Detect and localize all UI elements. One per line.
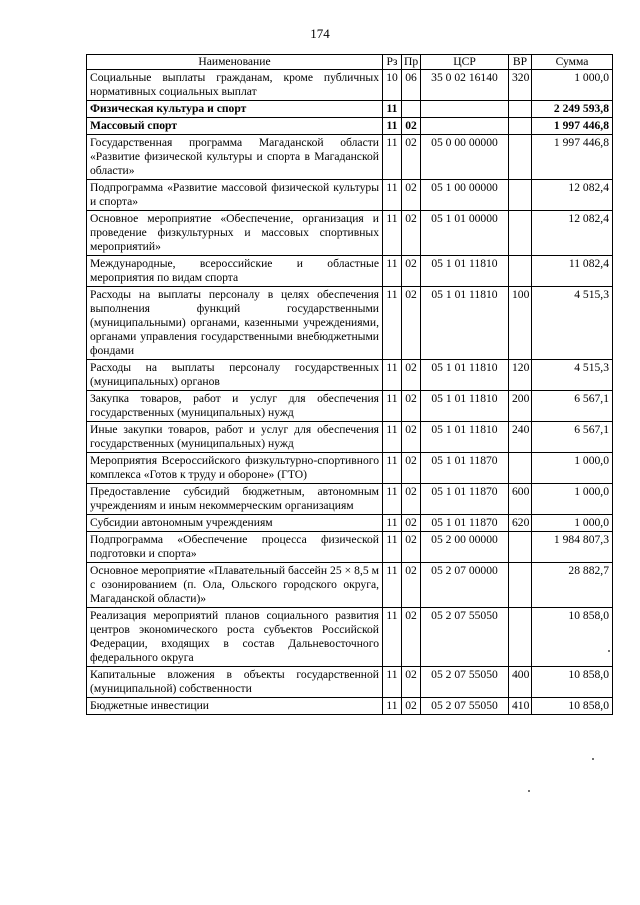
table-row bbox=[87, 70, 613, 101]
row-name: Расходы на выплаты персоналу в целях обеспечения выполнения функций государственными (муниципальными) органами, казенными учреждениями, органами управления государственными внебюджетными фондами bbox=[87, 287, 383, 360]
header-rz: Рз bbox=[383, 55, 402, 70]
scan-speck bbox=[528, 790, 530, 792]
scan-speck bbox=[608, 650, 610, 652]
header-sum: Сумма bbox=[532, 55, 613, 70]
row-vr bbox=[509, 608, 532, 667]
row-vr bbox=[509, 256, 532, 287]
row-name: Капитальные вложения в объекты государственной (муниципальной) собственности bbox=[87, 667, 383, 698]
row-csr: 05 1 01 11870 bbox=[421, 453, 509, 484]
row-sum: 1 997 446,8 bbox=[532, 118, 613, 135]
row-name: Подпрограмма «Развитие массовой физической культуры и спорта» bbox=[87, 180, 383, 211]
row-pr: 02 bbox=[402, 135, 421, 180]
row-rz: 11 bbox=[383, 422, 402, 453]
row-vr bbox=[509, 180, 532, 211]
row-name: Предоставление субсидий бюджетным, автономным учреждениям и иным некоммерческим организациям bbox=[87, 484, 383, 515]
row-vr bbox=[509, 118, 532, 135]
row-pr: 02 bbox=[402, 391, 421, 422]
row-pr: 02 bbox=[402, 360, 421, 391]
row-name: Социальные выплаты гражданам, кроме публичных нормативных социальных выплат bbox=[87, 70, 383, 101]
header-pr: Пр bbox=[402, 55, 421, 70]
row-vr: 320 bbox=[509, 70, 532, 101]
row-pr: 02 bbox=[402, 180, 421, 211]
row-sum: 4 515,3 bbox=[532, 287, 613, 360]
table-row bbox=[87, 698, 613, 715]
row-sum: 28 882,7 bbox=[532, 563, 613, 608]
header-name: Наименование bbox=[87, 55, 383, 70]
row-name: Бюджетные инвестиции bbox=[87, 698, 383, 715]
row-sum: 11 082,4 bbox=[532, 256, 613, 287]
row-vr bbox=[509, 211, 532, 256]
row-sum: 4 515,3 bbox=[532, 360, 613, 391]
row-sum: 1 997 446,8 bbox=[532, 135, 613, 180]
table-row bbox=[87, 118, 613, 135]
row-sum: 1 984 807,3 bbox=[532, 532, 613, 563]
row-sum: 12 082,4 bbox=[532, 211, 613, 256]
row-vr: 100 bbox=[509, 287, 532, 360]
row-pr: 02 bbox=[402, 422, 421, 453]
row-csr: 05 1 01 11810 bbox=[421, 256, 509, 287]
row-pr: 02 bbox=[402, 563, 421, 608]
row-csr: 05 2 07 55050 bbox=[421, 608, 509, 667]
table-row bbox=[87, 453, 613, 484]
row-pr: 02 bbox=[402, 515, 421, 532]
row-rz: 10 bbox=[383, 70, 402, 101]
row-pr: 02 bbox=[402, 287, 421, 360]
row-sum: 6 567,1 bbox=[532, 391, 613, 422]
row-vr: 620 bbox=[509, 515, 532, 532]
row-rz: 11 bbox=[383, 287, 402, 360]
row-csr: 05 2 07 55050 bbox=[421, 698, 509, 715]
row-pr: 06 bbox=[402, 70, 421, 101]
row-name: Мероприятия Всероссийского физкультурно-спортивного комплекса «Готов к труду и обороне» (ГТО) bbox=[87, 453, 383, 484]
row-name: Физическая культура и спорт bbox=[87, 101, 383, 118]
row-vr bbox=[509, 135, 532, 180]
page-number: 174 bbox=[310, 26, 330, 41]
budget-table bbox=[86, 54, 613, 715]
row-name: Основное мероприятие «Обеспечение, организация и проведение физкультурных и массовых спортивных мероприятий» bbox=[87, 211, 383, 256]
row-csr: 05 2 07 00000 bbox=[421, 563, 509, 608]
row-vr: 120 bbox=[509, 360, 532, 391]
row-rz: 11 bbox=[383, 515, 402, 532]
row-name: Реализация мероприятий планов социального развития центров экономического роста субъектов Российской Федерации, входящих в состав Дальневосточного федерального округа bbox=[87, 608, 383, 667]
table-header-row bbox=[87, 55, 613, 70]
row-rz: 11 bbox=[383, 118, 402, 135]
row-pr: 02 bbox=[402, 532, 421, 563]
table-row bbox=[87, 515, 613, 532]
table-row bbox=[87, 667, 613, 698]
row-vr bbox=[509, 453, 532, 484]
header-csr: ЦСР bbox=[421, 55, 509, 70]
table-row bbox=[87, 256, 613, 287]
table-row bbox=[87, 211, 613, 256]
table-row bbox=[87, 180, 613, 211]
row-rz: 11 bbox=[383, 484, 402, 515]
row-rz: 11 bbox=[383, 101, 402, 118]
row-sum: 1 000,0 bbox=[532, 70, 613, 101]
row-pr: 02 bbox=[402, 118, 421, 135]
row-pr: 02 bbox=[402, 667, 421, 698]
row-vr: 200 bbox=[509, 391, 532, 422]
row-rz: 11 bbox=[383, 532, 402, 563]
row-name: Подпрограмма «Обеспечение процесса физической подготовки и спорта» bbox=[87, 532, 383, 563]
row-pr: 02 bbox=[402, 608, 421, 667]
row-sum: 1 000,0 bbox=[532, 453, 613, 484]
row-sum: 6 567,1 bbox=[532, 422, 613, 453]
row-rz: 11 bbox=[383, 453, 402, 484]
row-rz: 11 bbox=[383, 135, 402, 180]
row-csr: 05 2 07 55050 bbox=[421, 667, 509, 698]
row-pr: 02 bbox=[402, 256, 421, 287]
table-row bbox=[87, 422, 613, 453]
row-rz: 11 bbox=[383, 211, 402, 256]
row-csr: 05 1 00 00000 bbox=[421, 180, 509, 211]
row-rz: 11 bbox=[383, 563, 402, 608]
table-body bbox=[87, 70, 613, 715]
row-vr bbox=[509, 532, 532, 563]
row-csr: 05 1 01 11810 bbox=[421, 360, 509, 391]
row-rz: 11 bbox=[383, 667, 402, 698]
row-sum: 10 858,0 bbox=[532, 667, 613, 698]
row-sum: 12 082,4 bbox=[532, 180, 613, 211]
header-vr: ВР bbox=[509, 55, 532, 70]
row-csr: 05 0 00 00000 bbox=[421, 135, 509, 180]
row-sum: 2 249 593,8 bbox=[532, 101, 613, 118]
row-vr bbox=[509, 101, 532, 118]
row-rz: 11 bbox=[383, 608, 402, 667]
row-name: Закупка товаров, работ и услуг для обеспечения государственных (муниципальных) нужд bbox=[87, 391, 383, 422]
row-vr: 410 bbox=[509, 698, 532, 715]
row-csr: 05 1 01 11810 bbox=[421, 391, 509, 422]
row-sum: 1 000,0 bbox=[532, 484, 613, 515]
row-name: Массовый спорт bbox=[87, 118, 383, 135]
table-row bbox=[87, 608, 613, 667]
row-name: Международные, всероссийские и областные мероприятия по видам спорта bbox=[87, 256, 383, 287]
row-sum: 10 858,0 bbox=[532, 608, 613, 667]
table-row bbox=[87, 532, 613, 563]
row-csr: 05 1 01 11870 bbox=[421, 484, 509, 515]
row-csr: 05 1 01 11870 bbox=[421, 515, 509, 532]
row-sum: 1 000,0 bbox=[532, 515, 613, 532]
row-rz: 11 bbox=[383, 256, 402, 287]
row-pr: 02 bbox=[402, 453, 421, 484]
row-vr: 240 bbox=[509, 422, 532, 453]
row-rz: 11 bbox=[383, 698, 402, 715]
row-name: Расходы на выплаты персоналу государственных (муниципальных) органов bbox=[87, 360, 383, 391]
table-row bbox=[87, 287, 613, 360]
row-rz: 11 bbox=[383, 360, 402, 391]
row-csr: 05 1 01 11810 bbox=[421, 287, 509, 360]
row-csr bbox=[421, 101, 509, 118]
row-csr: 05 1 01 00000 bbox=[421, 211, 509, 256]
row-rz: 11 bbox=[383, 180, 402, 211]
row-name: Основное мероприятие «Плавательный бассейн 25 × 8,5 м с озонированием (п. Ола, Ольского городского округа, Магаданской области)» bbox=[87, 563, 383, 608]
row-rz: 11 bbox=[383, 391, 402, 422]
table-row bbox=[87, 135, 613, 180]
row-csr bbox=[421, 118, 509, 135]
row-csr: 35 0 02 16140 bbox=[421, 70, 509, 101]
row-vr bbox=[509, 563, 532, 608]
row-pr bbox=[402, 101, 421, 118]
row-sum: 10 858,0 bbox=[532, 698, 613, 715]
scan-speck bbox=[592, 758, 594, 760]
row-pr: 02 bbox=[402, 698, 421, 715]
row-pr: 02 bbox=[402, 211, 421, 256]
row-csr: 05 1 01 11810 bbox=[421, 422, 509, 453]
row-name: Государственная программа Магаданской области «Развитие физической культуры и спорта в Магаданской области» bbox=[87, 135, 383, 180]
table-row bbox=[87, 360, 613, 391]
row-csr: 05 2 00 00000 bbox=[421, 532, 509, 563]
row-vr: 600 bbox=[509, 484, 532, 515]
table-row bbox=[87, 484, 613, 515]
table-row bbox=[87, 101, 613, 118]
row-name: Иные закупки товаров, работ и услуг для обеспечения государственных (муниципальных) нужд bbox=[87, 422, 383, 453]
row-pr: 02 bbox=[402, 484, 421, 515]
table-row bbox=[87, 391, 613, 422]
row-name: Субсидии автономным учреждениям bbox=[87, 515, 383, 532]
row-vr: 400 bbox=[509, 667, 532, 698]
table-row bbox=[87, 563, 613, 608]
